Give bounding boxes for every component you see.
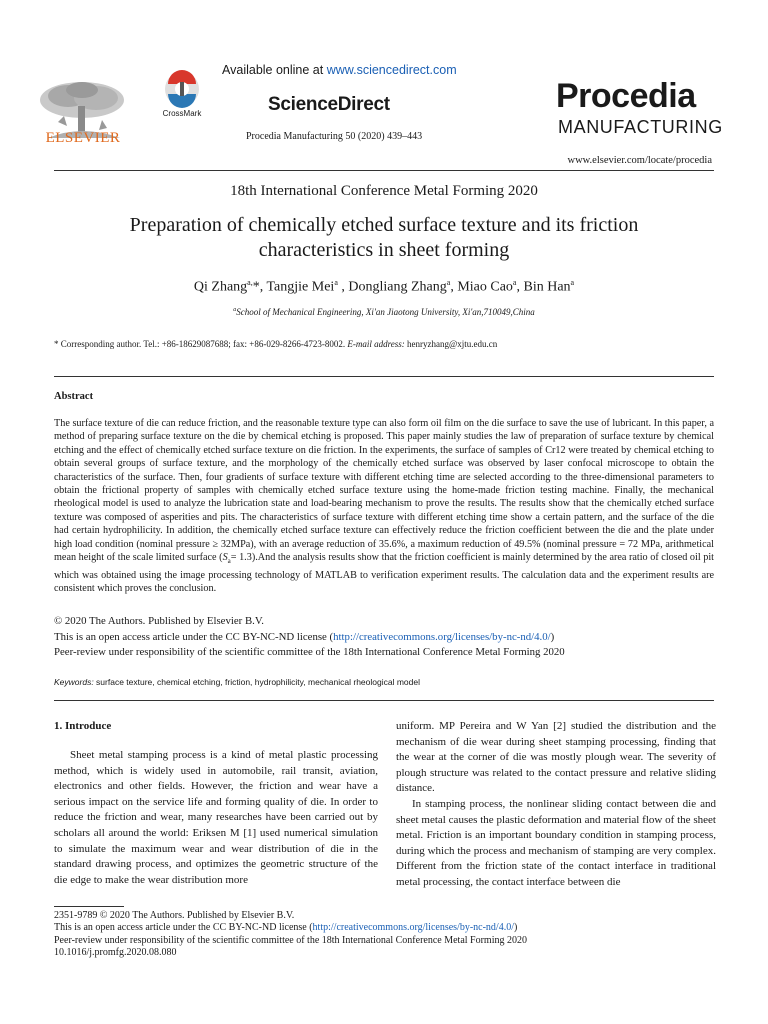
author-name: Miao Cao — [457, 279, 513, 295]
journal-citation: Procedia Manufacturing 50 (2020) 439–443 — [246, 131, 423, 142]
peer-review-line: Peer-review under responsibility of the scientific committee of the 18th International Conference Metal Forming 2020 — [54, 646, 565, 658]
abstract-text-part-1: The surface texture of die can reduce friction, and the reasonable texture type can also form oil film on the die surface to save the use of lubricant. In this paper, a method of preparing surface texture on the die by chemical etching is proposed. This paper mainly studies the law of preparation of surface texture by chemical etching and the effect of chemically etched surface texture on die friction. In the experiments, the surface of samples of Cr12 were treated by chemical etching to obtain several groups of surface texture, and the morphology of the chemically etched surface was observed by laser confocal microscope to obtain the characteristics of the surface. Then, four gradients of surface texture with different etching time are selected according to the three-dimensional parameters to obtain the frictional property of samples with chemically etched surface texture using the home-made friction testing machine. Finally, the mechanical rheological model is used to analyze the lubrication state and load-bearing mechanism to prove the results. The results show that the chemically etched surface texture was composed of asperities and pits. The characteristics of surface texture with different etching time show a certain pattern, and the surface of the die had certain hydrophilicity. In addition, the chemically etched surface texture can effectively reduce the friction coefficient between the die and the plate under high load condition (nominal pressure ≥ 32MPa), with an average reduction of 35.6%, a maximum reduction of 49.5% (nominal pressure = 72 MPa, arithmetical mean height of the scale limited surface ( — [54, 418, 714, 564]
footer-license-link[interactable]: http://creativecommons.org/licenses/by-nc-nd/4.0/ — [312, 922, 514, 934]
keywords-line — [54, 677, 420, 687]
crossmark-icon[interactable] — [160, 70, 204, 108]
body-paragraph: Sheet metal stamping process is a kind of metal plastic processing method, which is widely used in automobile, rail transit, aviation, electronics and other fields. However, the friction and wear have a serious impact on the service life and forming quality of die. In order to reduce the friction and wear, many researches have been carried out by scholars all around the world: Eriksen M [1] used numerical simulation to simulate the maximum wear and wear distribution of die in the standard drawing process, and optimizes the geometric structure of the die edge to make the wear distribution more — [54, 749, 378, 886]
footer-issn-line: 2351-9789 © 2020 The Authors. Published by Elsevier B.V. — [54, 910, 295, 921]
body-paragraph: uniform. MP Pereira and W Yan [2] studied the distribution and the mechanism of die wear during sheet stamping processing, finding that the wear at the corner of die was mostly plough wear. The severity of plough structure was related to the contact pressure and relative sliding distance. — [396, 720, 716, 795]
corresponding-prefix: * Corresponding author. Tel.: +86-18629087688; fax: +86-029-8266-4723-8002. — [54, 339, 348, 349]
author-separator: *, — [252, 279, 267, 295]
paper-title — [80, 213, 688, 263]
affiliation — [0, 307, 768, 317]
affiliation-text: School of Mechanical Engineering, Xi'an Jiaotong University, Xi'an,710049,China — [236, 307, 535, 317]
header-divider — [54, 170, 714, 171]
author-affiliation-mark: a, — [247, 278, 253, 287]
procedia-title: Procedia — [556, 77, 696, 115]
author-separator: , — [337, 279, 349, 295]
journal-homepage-url[interactable]: www.elsevier.com/locate/procedia — [567, 155, 712, 166]
sa-symbol: S — [222, 552, 228, 564]
available-online-line — [222, 63, 457, 77]
author-name: Dongliang Zhang — [348, 279, 447, 295]
author-list — [0, 278, 768, 296]
license-line — [54, 631, 554, 643]
corresponding-author-note — [54, 339, 497, 349]
affiliation-mark: a — [233, 307, 237, 313]
footer-license-line — [54, 922, 527, 934]
footer-license-suffix: ) — [513, 922, 518, 934]
abstract-text-part-2: = 1.3).And the analysis results show that the friction coefficient is mainly determined by the area ratio of closed oil pit which was obtained using the image processing technology of MATLAB to verification experiment results. The calculation data and the experiment results are consistent which proves the conclusion. — [54, 552, 715, 594]
license-suffix: ) — [550, 631, 555, 643]
abstract-heading: Abstract — [54, 391, 94, 402]
elsevier-wordmark: ELSEVIER — [45, 130, 121, 146]
footer-license-prefix: This is an open access article under the CC BY-NC-ND license ( — [54, 922, 313, 934]
author-affiliation-mark: a — [446, 278, 451, 287]
license-link[interactable]: http://creativecommons.org/licenses/by-nc-nd/4.0/ — [333, 631, 551, 643]
body-paragraph: In stamping process, the nonlinear sliding contact between die and sheet metal causes the plastic deformation and material flow of the sheet metal. Friction is an important boundary condition in stamping process, during which the process and mechanism of stamping are very complex. Different from the friction state of the contact interface in traditional metal processing, the contact interface between die — [396, 797, 716, 888]
body-column-left — [54, 748, 378, 888]
procedia-subtitle: MANUFACTURING — [558, 117, 723, 137]
author-separator: , — [450, 279, 458, 295]
crossmark-label: CrossMark — [162, 109, 202, 118]
footer-divider — [54, 906, 124, 907]
paper-title-line-2: characteristics in sheet forming — [258, 239, 510, 261]
available-online-prefix: Available online at — [222, 63, 327, 77]
author-name: Tangjie Mei — [266, 279, 335, 295]
author-separator: , — [516, 279, 524, 295]
license-prefix: This is an open access article under the CC BY-NC-ND license ( — [54, 631, 334, 643]
abstract-body — [54, 417, 714, 595]
sciencedirect-link[interactable]: www.sciencedirect.com — [326, 63, 457, 77]
footer-peer-review-line: Peer-review under responsibility of the scientific committee of the 18th International Conference Metal Forming 2020 — [54, 934, 527, 946]
author-affiliation-mark: a — [334, 278, 338, 287]
body-column-right — [396, 719, 716, 891]
author-name: Qi Zhang — [193, 279, 248, 295]
abstract-divider-top — [54, 376, 714, 377]
copyright-line: © 2020 The Authors. Published by Elsevier B.V. — [54, 615, 264, 627]
keywords-text: surface texture, chemical etching, friction, hydrophilicity, mechanical rheological model — [93, 677, 420, 687]
author-affiliation-mark: a — [512, 278, 517, 287]
section-heading-introduction: 1. Introduce — [54, 720, 112, 732]
footer-doi[interactable]: 10.1016/j.promfg.2020.08.080 — [54, 947, 177, 959]
email-label: E-mail address: — [347, 339, 405, 349]
corresponding-email[interactable]: henryzhang@xjtu.edu.cn — [404, 339, 498, 349]
paper-title-line-1: Preparation of chemically etched surface texture and its friction — [129, 214, 639, 236]
sa-symbol-subscript: a — [227, 557, 231, 566]
footer-notes — [54, 910, 527, 960]
conference-name: 18th International Conference Metal Forming 2020 — [230, 183, 538, 199]
author-name: Bin Han — [523, 279, 571, 295]
sciencedirect-brand: ScienceDirect — [268, 94, 390, 115]
abstract-divider-bottom — [54, 700, 714, 701]
keywords-label: Keywords: — [54, 677, 94, 687]
author-affiliation-mark: a — [570, 278, 575, 287]
